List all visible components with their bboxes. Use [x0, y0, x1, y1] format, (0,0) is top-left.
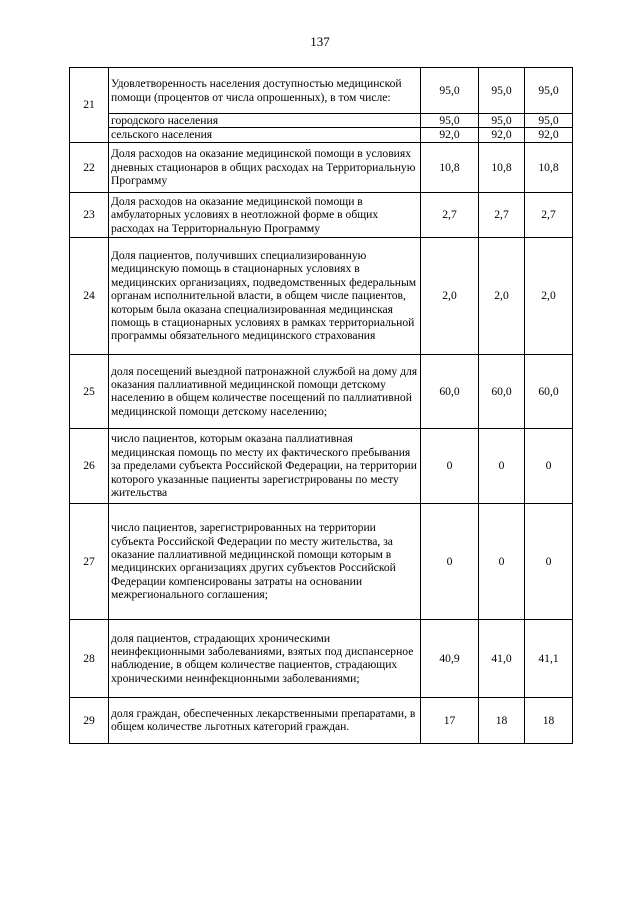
row-number: 25	[70, 354, 109, 428]
table-subrow	[70, 128, 573, 142]
value-year-1: 17	[421, 697, 479, 743]
row-number: 27	[70, 503, 109, 619]
indicators-table	[69, 67, 573, 744]
value-year-2: 41,0	[479, 619, 525, 697]
row-number: 29	[70, 697, 109, 743]
value-year-1: 92,0	[421, 128, 479, 142]
row-description: доля посещений выездной патронажной службой на дому для оказания паллиативной медицинской помощи детскому населению в общем количестве посещений по паллиативной медицинской помощи детскому населению;	[109, 354, 421, 428]
value-year-2: 10,8	[479, 142, 525, 192]
row-description: доля пациентов, страдающих хроническими неинфекционными заболеваниями, взятых под диспансерное наблюдение, в общем количестве пациентов, страдающих хроническими неинфекционными заболеваниями;	[109, 619, 421, 697]
row-number: 28	[70, 619, 109, 697]
value-year-2: 2,7	[479, 192, 525, 237]
table-row	[70, 428, 573, 503]
value-year-3: 2,7	[525, 192, 573, 237]
table-row	[70, 503, 573, 619]
row-description: Удовлетворенность населения доступностью медицинской помощи (процентов от числа опрошенных), в том числе:	[109, 68, 421, 114]
value-year-2: 0	[479, 503, 525, 619]
value-year-3: 95,0	[525, 114, 573, 128]
value-year-2: 92,0	[479, 128, 525, 142]
table-row	[70, 237, 573, 354]
value-year-3: 92,0	[525, 128, 573, 142]
value-year-3: 18	[525, 697, 573, 743]
table-row	[70, 142, 573, 192]
value-year-2: 60,0	[479, 354, 525, 428]
row-description: Доля расходов на оказание медицинской помощи в условиях дневных стационаров в общих расходах на Территориальную Программу	[109, 142, 421, 192]
table-row	[70, 354, 573, 428]
table-row	[70, 619, 573, 697]
subrow-description: городского населения	[109, 114, 421, 128]
value-year-2: 95,0	[479, 114, 525, 128]
row-description: доля граждан, обеспеченных лекарственными препаратами, в общем количестве льготных категорий граждан.	[109, 697, 421, 743]
value-year-2: 95,0	[479, 68, 525, 114]
table-row	[70, 192, 573, 237]
table-row	[70, 697, 573, 743]
value-year-1: 0	[421, 428, 479, 503]
row-description: Доля расходов на оказание медицинской помощи в амбулаторных условиях в неотложной форме в общих расходах на Территориальную Программу	[109, 192, 421, 237]
row-number: 22	[70, 142, 109, 192]
row-description: число пациентов, которым оказана паллиативная медицинская помощь по месту их фактического пребывания за пределами субъекта Российской Федерации, на территории которого указанные пациенты зарегистрированы по месту жительства	[109, 428, 421, 503]
value-year-1: 40,9	[421, 619, 479, 697]
value-year-3: 10,8	[525, 142, 573, 192]
value-year-3: 0	[525, 503, 573, 619]
value-year-1: 95,0	[421, 114, 479, 128]
row-number: 23	[70, 192, 109, 237]
row-number: 21	[70, 68, 109, 143]
table-subrow	[70, 114, 573, 128]
value-year-1: 60,0	[421, 354, 479, 428]
value-year-1: 2,0	[421, 237, 479, 354]
value-year-1: 10,8	[421, 142, 479, 192]
value-year-3: 2,0	[525, 237, 573, 354]
value-year-2: 18	[479, 697, 525, 743]
value-year-1: 0	[421, 503, 479, 619]
table-row	[70, 68, 573, 114]
value-year-3: 41,1	[525, 619, 573, 697]
value-year-2: 2,0	[479, 237, 525, 354]
value-year-3: 60,0	[525, 354, 573, 428]
value-year-2: 0	[479, 428, 525, 503]
page-number: 137	[310, 34, 330, 49]
row-number: 26	[70, 428, 109, 503]
value-year-1: 2,7	[421, 192, 479, 237]
subrow-description: сельского населения	[109, 128, 421, 142]
row-description: Доля пациентов, получивших специализированную медицинскую помощь в стационарных условиях в медицинских организациях, подведомственных федеральным органам исполнительной власти, в общем числе пациентов, которым была оказана специализированная медицинская помощь в стационарных условиях в рамках территориальной программы обязательного медицинского страхования	[109, 237, 421, 354]
value-year-3: 95,0	[525, 68, 573, 114]
value-year-1: 95,0	[421, 68, 479, 114]
value-year-3: 0	[525, 428, 573, 503]
row-number: 24	[70, 237, 109, 354]
row-description: число пациентов, зарегистрированных на территории субъекта Российской Федерации по месту жительства, за оказание паллиативной медицинской помощи которым в медицинских организациях других субъектов Российской Федерации компенсированы затраты на основании межрегионального соглашения;	[109, 503, 421, 619]
